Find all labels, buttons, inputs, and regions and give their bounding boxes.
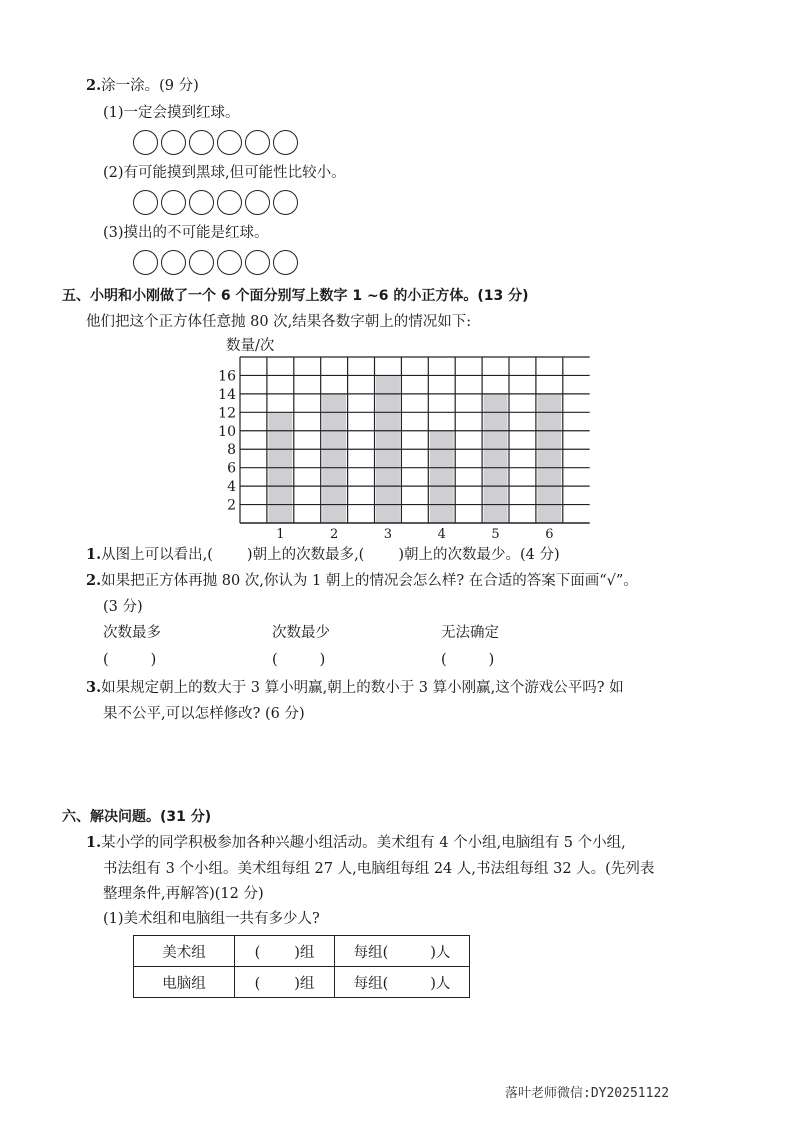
section6-heading: 六、解决问题。(31 分): [62, 809, 212, 825]
bar-2: [322, 394, 346, 523]
y-tick-label: 16: [218, 368, 236, 385]
s5-q1-text-a: 从图上可以看出,(: [101, 547, 213, 563]
s5-q2-answer-2[interactable]: [272, 650, 325, 670]
y-tick-label: 8: [227, 442, 236, 459]
per-group-cell[interactable]: [335, 936, 470, 967]
q2-number: 2.: [86, 77, 102, 94]
bar-5: [484, 394, 508, 523]
s5-q1-text-b: )朝上的次数最多,(: [246, 547, 365, 563]
ball-circle[interactable]: [245, 130, 270, 155]
s5-q1-number: 1.: [86, 546, 102, 563]
per-group-label: 每组(: [353, 975, 389, 992]
groups-unit: )组: [294, 944, 315, 961]
s5-q3-text-1: 如果规定朝上的数大于 3 算小明赢,朝上的数小于 3 算小刚赢,这个游戏公平吗? 如: [101, 680, 624, 696]
groups-cell[interactable]: [235, 967, 335, 998]
bar-chart: [210, 330, 600, 540]
ball-circle[interactable]: [273, 190, 298, 215]
q2-item-1-label: (1)一定会摸到红球。: [103, 105, 240, 121]
s5-q3-number: 3.: [86, 679, 102, 696]
s5-q2-score: (3 分): [103, 599, 143, 615]
paren-open: (: [254, 975, 261, 992]
row-name: 电脑组: [134, 967, 235, 998]
s5-q2-option-1: 次数最多: [103, 625, 161, 641]
s6-q1-line-2: 书法组有 3 个小组。美术组每组 27 人,电脑组每组 24 人,书法组每组 32 人。(先列表: [103, 861, 655, 877]
s5-q2: [86, 571, 638, 591]
y-tick-label: 6: [227, 460, 236, 477]
paren-open: (: [441, 652, 447, 668]
section5-heading: 五、小明和小刚做了一个 6 个面分别写上数字 1 ~6 的小正方体。(13 分): [62, 288, 529, 304]
s6-q1-sub-1: (1)美术组和电脑组一共有多少人?: [103, 911, 320, 927]
x-tick-label: 1: [276, 527, 285, 540]
x-tick-label: 6: [545, 527, 554, 540]
condition-table: [133, 935, 470, 998]
per-group-cell[interactable]: [335, 967, 470, 998]
ball-circle[interactable]: [217, 130, 242, 155]
s5-q2-option-3: 无法确定: [441, 625, 499, 641]
paren-open: (: [103, 652, 109, 668]
ball-circle[interactable]: [189, 250, 214, 275]
q2-item-2-label: (2)有可能摸到黑球,但可能性比较小。: [103, 165, 346, 181]
paren-open: (: [254, 944, 261, 961]
ball-circle[interactable]: [245, 190, 270, 215]
x-tick-label: 5: [491, 527, 500, 540]
ball-circle[interactable]: [217, 190, 242, 215]
paren-open: (: [272, 652, 278, 668]
y-tick-label: 14: [218, 386, 236, 403]
s5-q2-answer-1[interactable]: [103, 650, 156, 670]
ball-circle[interactable]: [245, 250, 270, 275]
y-axis-label: 数量/次: [226, 338, 275, 354]
ball-circle[interactable]: [161, 130, 186, 155]
y-tick-label: 2: [227, 497, 236, 514]
footer-watermark: 落叶老师微信:DY20251122: [505, 1086, 670, 1101]
bar-6: [537, 394, 561, 523]
row-name: 美术组: [134, 936, 235, 967]
paren-close: ): [319, 652, 326, 668]
circle-row-3: [133, 250, 298, 275]
x-tick-label: 4: [437, 527, 446, 540]
paren-close: ): [150, 652, 157, 668]
ball-circle[interactable]: [189, 130, 214, 155]
ball-circle[interactable]: [161, 250, 186, 275]
table-row: [134, 936, 470, 967]
circle-row-2: [133, 190, 298, 215]
groups-unit: )组: [294, 975, 315, 992]
ball-circle[interactable]: [133, 130, 158, 155]
s5-q2-text: 如果把正方体再抛 80 次,你认为 1 朝上的情况会怎么样? 在合适的答案下面画“√”。: [101, 573, 638, 589]
section5-intro: 他们把这个正方体任意抛 80 次,结果各数字朝上的情况如下:: [86, 314, 472, 330]
circle-row-1: [133, 130, 298, 155]
s5-q3-line-2: 果不公平,可以怎样修改? (6 分): [103, 706, 305, 722]
ball-circle[interactable]: [189, 190, 214, 215]
y-tick-label: 4: [227, 479, 236, 496]
s5-q1: [86, 545, 560, 565]
people-unit: )人: [430, 975, 451, 992]
people-unit: )人: [430, 944, 451, 961]
s5-q2-number: 2.: [86, 572, 102, 589]
s6-q1-number: 1.: [86, 834, 102, 851]
groups-cell[interactable]: [235, 936, 335, 967]
ball-circle[interactable]: [273, 130, 298, 155]
x-tick-label: 3: [383, 527, 393, 540]
ball-circle[interactable]: [273, 250, 298, 275]
ball-circle[interactable]: [161, 190, 186, 215]
q2-item-3-label: (3)摸出的不可能是红球。: [103, 225, 269, 241]
ball-circle[interactable]: [133, 250, 158, 275]
s6-q1-line-3: 整理条件,再解答)(12 分): [103, 886, 264, 902]
s5-q2-option-2: 次数最少: [272, 625, 330, 641]
s6-q1-line-1: [86, 833, 626, 853]
s6-q1-text-1: 某小学的同学积极参加各种兴趣小组活动。美术组有 4 个小组,电脑组有 5 个小组,: [101, 835, 626, 851]
ball-circle[interactable]: [217, 250, 242, 275]
s5-q2-answer-3[interactable]: [441, 650, 494, 670]
s5-q1-text-c: )朝上的次数最少。(4 分): [398, 547, 560, 563]
x-tick-label: 2: [330, 527, 339, 540]
s5-q3-line-1: [86, 678, 624, 698]
paren-close: ): [488, 652, 495, 668]
per-group-label: 每组(: [353, 944, 389, 961]
bar-4: [430, 431, 454, 523]
q2-title-text: 涂一涂。(9 分): [101, 78, 199, 94]
q2-title: [86, 76, 199, 96]
ball-circle[interactable]: [133, 190, 158, 215]
table-row: [134, 967, 470, 998]
y-tick-label: 10: [218, 423, 236, 440]
y-tick-label: 12: [218, 405, 236, 422]
